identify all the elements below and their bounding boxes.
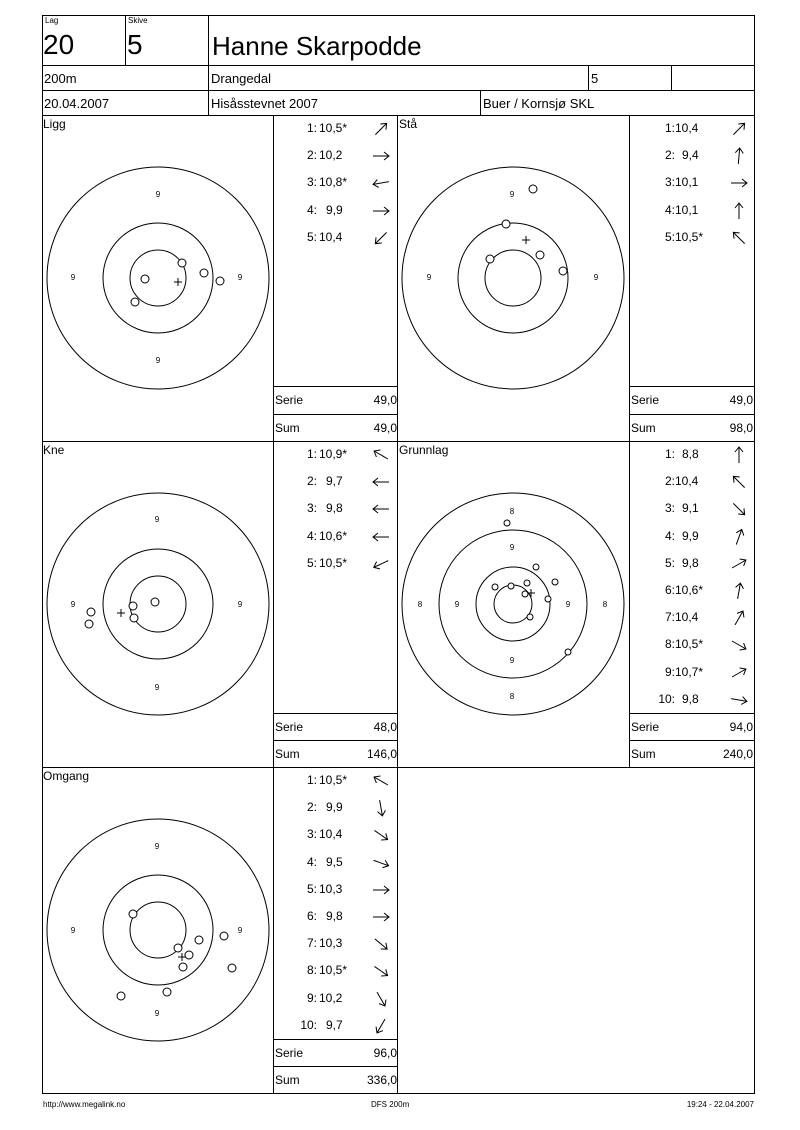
sum-label: Sum bbox=[275, 747, 300, 761]
shot-number: 6: bbox=[306, 909, 317, 923]
shot-score: 10,7* bbox=[675, 664, 704, 679]
direction-arrow-icon bbox=[729, 582, 749, 600]
shot-hole bbox=[533, 564, 539, 570]
shot-row bbox=[629, 230, 755, 248]
shot-number: 2: bbox=[306, 148, 317, 163]
shot-row bbox=[273, 529, 397, 547]
shot-row bbox=[629, 665, 755, 683]
shot-score: 10,5* bbox=[319, 963, 348, 978]
shot-score: 10,3 bbox=[319, 881, 343, 896]
direction-arrow-icon bbox=[371, 908, 391, 926]
shot-number: 5: bbox=[664, 555, 675, 570]
shot-number: 4: bbox=[664, 528, 675, 543]
ring-label: 9 bbox=[426, 273, 432, 282]
shot-row bbox=[273, 447, 397, 465]
shot-hole bbox=[129, 910, 137, 918]
serie-value: 94,0 bbox=[729, 720, 753, 734]
shot-row bbox=[273, 175, 397, 193]
shot-row bbox=[273, 773, 397, 791]
shot-number: 5: bbox=[306, 229, 317, 244]
target-omgang bbox=[45, 817, 271, 1043]
shot-number: 2: bbox=[664, 148, 675, 163]
header-divider bbox=[588, 65, 589, 90]
direction-arrow-icon bbox=[371, 881, 391, 899]
shot-hole bbox=[220, 932, 228, 940]
shot-score: 9,5 bbox=[326, 854, 343, 869]
direction-arrow-icon bbox=[729, 691, 749, 709]
location: Buer / Kornsjø SKL bbox=[483, 96, 595, 111]
shot-hole bbox=[163, 988, 171, 996]
shot-row bbox=[273, 148, 397, 166]
shot-hole bbox=[504, 520, 510, 526]
shot-score: 10,5* bbox=[319, 121, 348, 135]
ring-label: 9 bbox=[237, 926, 243, 935]
shot-number: 1: bbox=[306, 773, 317, 787]
direction-arrow-icon bbox=[371, 990, 391, 1008]
target-grunnlag bbox=[400, 491, 626, 717]
summary-divider bbox=[629, 740, 755, 741]
shot-score: 10,4 bbox=[675, 474, 699, 489]
ring-label: 9 bbox=[509, 543, 515, 552]
shot-hole bbox=[131, 298, 139, 306]
shot-row bbox=[629, 501, 755, 519]
shot-score: 9,8 bbox=[682, 691, 699, 706]
shot-number: 2: bbox=[306, 800, 317, 815]
direction-arrow-icon bbox=[371, 799, 391, 817]
shot-row bbox=[273, 556, 397, 574]
shot-hole bbox=[178, 259, 186, 267]
direction-arrow-icon bbox=[371, 120, 391, 138]
serie-value: 96,0 bbox=[373, 1046, 397, 1060]
shot-row bbox=[629, 203, 755, 221]
shot-row bbox=[629, 610, 755, 628]
serie-label: Serie bbox=[275, 1046, 304, 1060]
ring-label: 8 bbox=[509, 692, 515, 701]
shot-score: 10,5* bbox=[675, 229, 704, 244]
direction-arrow-icon bbox=[371, 854, 391, 872]
shot-score: 9,7 bbox=[326, 1017, 343, 1032]
direction-arrow-icon bbox=[729, 147, 749, 165]
shot-number: 7: bbox=[306, 936, 317, 951]
ring-label: 8 bbox=[602, 600, 608, 609]
footer-timestamp: 19:24 - 22.04.2007 bbox=[686, 1100, 754, 1109]
shot-row bbox=[629, 692, 755, 710]
shot-number: 5: bbox=[306, 881, 317, 896]
shot-hole bbox=[502, 220, 510, 228]
serie-label: Serie bbox=[631, 393, 660, 407]
direction-arrow-icon bbox=[371, 147, 391, 165]
class: 5 bbox=[591, 71, 599, 86]
ring-label: 9 bbox=[565, 600, 571, 609]
serie-value: 48,0 bbox=[373, 720, 397, 734]
summary-divider bbox=[273, 713, 397, 714]
shot-row bbox=[273, 991, 397, 1009]
row-divider bbox=[42, 767, 755, 768]
series-title-sta: Stå bbox=[399, 117, 418, 131]
header-divider bbox=[125, 15, 126, 65]
ring-label: 9 bbox=[237, 273, 243, 282]
direction-arrow-icon bbox=[371, 500, 391, 518]
ring-label: 9 bbox=[509, 190, 515, 199]
direction-arrow-icon bbox=[729, 636, 749, 654]
shot-score: 9,9 bbox=[326, 202, 343, 217]
shot-list-omgang bbox=[273, 767, 397, 1037]
sum-value: 146,0 bbox=[366, 747, 397, 761]
ring-label: 9 bbox=[593, 273, 599, 282]
shot-number: 3: bbox=[664, 175, 675, 190]
center-cross bbox=[174, 278, 182, 286]
shot-list-kne bbox=[273, 441, 397, 711]
shot-hole bbox=[529, 185, 537, 193]
footer-program: DFS 200m bbox=[371, 1100, 410, 1109]
direction-arrow-icon bbox=[371, 555, 391, 573]
ring-label: 9 bbox=[154, 842, 160, 851]
distance: 200m bbox=[44, 71, 77, 86]
sum-label: Sum bbox=[275, 421, 300, 435]
header-divider bbox=[208, 15, 209, 115]
shot-number: 9: bbox=[664, 664, 675, 679]
shot-row bbox=[629, 121, 755, 139]
summary-divider bbox=[629, 414, 755, 415]
shot-row bbox=[273, 827, 397, 845]
direction-arrow-icon bbox=[729, 120, 749, 138]
shot-number: 1: bbox=[664, 447, 675, 461]
shot-score: 10,4 bbox=[319, 827, 343, 842]
summary-divider bbox=[273, 1039, 397, 1040]
shot-score: 10,5* bbox=[675, 637, 704, 652]
ring-label: 9 bbox=[237, 600, 243, 609]
direction-arrow-icon bbox=[371, 826, 391, 844]
direction-arrow-icon bbox=[371, 229, 391, 247]
sum-value: 98,0 bbox=[729, 421, 753, 435]
shot-row bbox=[273, 909, 397, 927]
shot-hole bbox=[486, 255, 494, 263]
shot-number: 8: bbox=[664, 637, 675, 652]
summary-divider bbox=[629, 386, 755, 387]
shot-hole bbox=[559, 267, 567, 275]
shot-number: 3: bbox=[306, 501, 317, 516]
shot-score: 10,3 bbox=[319, 936, 343, 951]
shot-score: 9,8 bbox=[682, 555, 699, 570]
sum-label: Sum bbox=[275, 1073, 300, 1087]
direction-arrow-icon bbox=[371, 528, 391, 546]
shot-score: 10,6* bbox=[675, 583, 704, 597]
shot-row bbox=[629, 175, 755, 193]
sum-value: 49,0 bbox=[373, 421, 397, 435]
shooter-name: Hanne Skarpodde bbox=[212, 31, 422, 61]
shot-score: 10,4 bbox=[319, 229, 343, 244]
shot-number: 3: bbox=[306, 175, 317, 190]
direction-arrow-icon bbox=[729, 609, 749, 627]
shot-number: 5: bbox=[664, 229, 675, 244]
shot-score: 10,5* bbox=[319, 555, 348, 570]
series-title-omgang: Omgang bbox=[43, 769, 90, 783]
shot-score: 9,9 bbox=[326, 800, 343, 815]
shot-score: 10,1 bbox=[675, 175, 699, 190]
shot-hole bbox=[130, 614, 138, 622]
shot-hole bbox=[536, 251, 544, 259]
shot-number: 3: bbox=[664, 501, 675, 516]
direction-arrow-icon bbox=[729, 528, 749, 546]
shot-list-ligg bbox=[273, 115, 397, 385]
header-divider bbox=[42, 65, 755, 66]
shot-hole bbox=[492, 584, 498, 590]
shot-score: 10,4 bbox=[675, 121, 699, 135]
direction-arrow-icon bbox=[371, 962, 391, 980]
sum-label: Sum bbox=[631, 421, 656, 435]
header-divider bbox=[671, 65, 672, 90]
shot-hole bbox=[185, 951, 193, 959]
shot-number: 2: bbox=[306, 474, 317, 489]
direction-arrow-icon bbox=[371, 446, 391, 464]
shot-score: 9,4 bbox=[682, 148, 699, 163]
summary-divider bbox=[273, 414, 397, 415]
shot-score: 10,2 bbox=[319, 990, 343, 1005]
shot-row bbox=[273, 882, 397, 900]
shot-row bbox=[629, 447, 755, 465]
event-name: Hisåsstevnet 2007 bbox=[211, 96, 318, 111]
shot-row bbox=[629, 583, 755, 601]
target-kne bbox=[45, 491, 271, 717]
shot-number: 5: bbox=[306, 555, 317, 570]
series-title-ligg: Ligg bbox=[43, 117, 66, 131]
shot-hole bbox=[179, 963, 187, 971]
footer-url: http://www.megalink.no bbox=[43, 1100, 126, 1109]
shot-hole bbox=[117, 992, 125, 1000]
direction-arrow-icon bbox=[729, 174, 749, 192]
ring-label: 9 bbox=[509, 656, 515, 665]
shot-number: 4: bbox=[306, 528, 317, 543]
shot-hole bbox=[200, 269, 208, 277]
shot-hole bbox=[195, 936, 203, 944]
shot-row bbox=[273, 230, 397, 248]
series-title-kne: Kne bbox=[43, 443, 65, 457]
shot-row bbox=[629, 556, 755, 574]
shot-row bbox=[629, 474, 755, 492]
shot-number: 4: bbox=[664, 202, 675, 217]
shot-row bbox=[273, 474, 397, 492]
summary-divider bbox=[629, 713, 755, 714]
date: 20.04.2007 bbox=[44, 96, 110, 111]
summary-divider bbox=[273, 740, 397, 741]
shot-number: 9: bbox=[306, 990, 317, 1005]
col-divider bbox=[397, 115, 398, 767]
shot-number: 7: bbox=[664, 610, 675, 625]
shot-score: 10,2 bbox=[319, 148, 343, 163]
sum-value: 336,0 bbox=[366, 1073, 397, 1087]
shot-row bbox=[273, 855, 397, 873]
summary-divider bbox=[273, 1066, 397, 1067]
shot-hole bbox=[228, 964, 236, 972]
shot-hole bbox=[527, 614, 533, 620]
sum-value: 240,0 bbox=[722, 747, 753, 761]
shot-number: 10: bbox=[300, 1017, 317, 1032]
col-divider bbox=[397, 767, 398, 1094]
shot-score: 10,4 bbox=[675, 610, 699, 625]
shot-hole bbox=[141, 275, 149, 283]
shot-score: 9,8 bbox=[326, 909, 343, 923]
ring-label: 9 bbox=[70, 926, 76, 935]
ring-label: 9 bbox=[155, 190, 161, 199]
shot-number: 1: bbox=[664, 121, 675, 135]
shot-row bbox=[273, 121, 397, 139]
shot-row bbox=[629, 637, 755, 655]
shot-row bbox=[629, 148, 755, 166]
shot-number: 6: bbox=[664, 583, 675, 597]
ring-label: 9 bbox=[154, 683, 160, 692]
serie-label: Serie bbox=[275, 393, 304, 407]
skive-label: Skive bbox=[128, 16, 148, 25]
direction-arrow-icon bbox=[729, 473, 749, 491]
summary-divider bbox=[273, 386, 397, 387]
shot-score: 8,8 bbox=[682, 447, 699, 461]
shot-hole bbox=[545, 596, 551, 602]
direction-arrow-icon bbox=[729, 555, 749, 573]
shot-number: 4: bbox=[306, 202, 317, 217]
target-sta bbox=[400, 165, 626, 391]
shot-list-sta bbox=[629, 115, 755, 385]
shot-number: 8: bbox=[306, 963, 317, 978]
shot-number: 4: bbox=[306, 854, 317, 869]
shot-number: 2: bbox=[664, 474, 675, 489]
shot-score: 10,1 bbox=[675, 202, 699, 217]
direction-arrow-icon bbox=[371, 1017, 391, 1035]
direction-arrow-icon bbox=[371, 473, 391, 491]
shot-hole bbox=[85, 620, 93, 628]
ring-label: 9 bbox=[155, 356, 161, 365]
shot-row bbox=[273, 963, 397, 981]
shot-score: 10,9* bbox=[319, 447, 348, 461]
serie-value: 49,0 bbox=[729, 393, 753, 407]
shot-number: 1: bbox=[306, 121, 317, 135]
shot-hole bbox=[524, 580, 530, 586]
shot-score: 9,7 bbox=[326, 474, 343, 489]
ring-label: 9 bbox=[154, 1009, 160, 1018]
sum-label: Sum bbox=[631, 747, 656, 761]
direction-arrow-icon bbox=[371, 202, 391, 220]
shot-hole bbox=[508, 583, 514, 589]
shot-row bbox=[273, 501, 397, 519]
direction-arrow-icon bbox=[729, 500, 749, 518]
shot-score: 10,6* bbox=[319, 528, 348, 543]
shot-list-grunnlag bbox=[629, 441, 755, 711]
header-divider bbox=[480, 90, 481, 115]
lag-value: 20 bbox=[43, 29, 75, 60]
target-ligg bbox=[45, 165, 271, 391]
header-divider bbox=[42, 90, 755, 91]
shot-score: 9,1 bbox=[682, 501, 699, 516]
shot-score: 9,8 bbox=[326, 501, 343, 516]
shot-hole bbox=[216, 277, 224, 285]
shot-score: 10,8* bbox=[319, 175, 348, 190]
shot-hole bbox=[174, 944, 182, 952]
shot-number: 1: bbox=[306, 447, 317, 461]
serie-label: Serie bbox=[275, 720, 304, 734]
shot-row bbox=[273, 800, 397, 818]
ring-label: 9 bbox=[70, 600, 76, 609]
ring-label: 9 bbox=[454, 600, 460, 609]
series-title-grunnlag: Grunnlag bbox=[399, 443, 449, 457]
direction-arrow-icon bbox=[729, 446, 749, 464]
serie-label: Serie bbox=[631, 720, 660, 734]
center-cross bbox=[117, 609, 125, 617]
direction-arrow-icon bbox=[371, 772, 391, 790]
shot-row bbox=[273, 1018, 397, 1036]
shot-number: 3: bbox=[306, 827, 317, 842]
ring-label: 8 bbox=[509, 507, 515, 516]
shot-score: 10,5* bbox=[319, 773, 348, 787]
shot-hole bbox=[565, 649, 571, 655]
shot-hole bbox=[151, 598, 159, 606]
ring-label: 9 bbox=[70, 273, 76, 282]
direction-arrow-icon bbox=[371, 935, 391, 953]
shot-row bbox=[273, 936, 397, 954]
center-cross bbox=[522, 236, 530, 244]
shot-row bbox=[629, 529, 755, 547]
shot-hole bbox=[552, 579, 558, 585]
direction-arrow-icon bbox=[729, 202, 749, 220]
serie-value: 49,0 bbox=[373, 393, 397, 407]
skive-value: 5 bbox=[127, 29, 143, 60]
shot-score: 9,9 bbox=[682, 528, 699, 543]
club: Drangedal bbox=[211, 71, 271, 86]
ring-label: 8 bbox=[417, 600, 423, 609]
lag-label: Lag bbox=[45, 16, 59, 25]
direction-arrow-icon bbox=[729, 229, 749, 247]
shot-row bbox=[273, 203, 397, 221]
direction-arrow-icon bbox=[729, 664, 749, 682]
shot-hole bbox=[87, 608, 95, 616]
direction-arrow-icon bbox=[371, 174, 391, 192]
ring-label: 9 bbox=[154, 515, 160, 524]
shot-hole bbox=[522, 591, 528, 597]
shot-hole bbox=[129, 602, 137, 610]
shot-number: 10: bbox=[658, 691, 675, 706]
